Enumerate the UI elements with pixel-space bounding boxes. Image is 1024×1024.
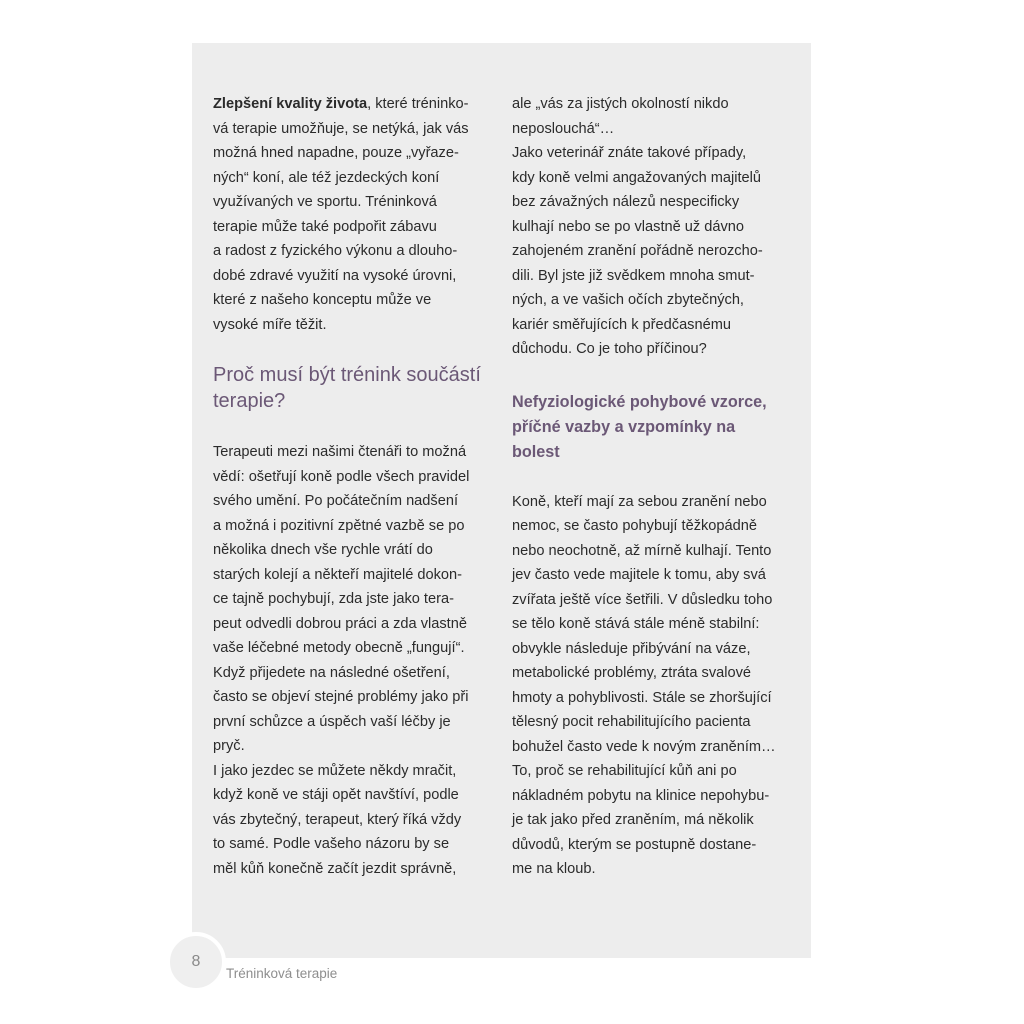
body-line: kdy koně velmi angažovaných majitelů xyxy=(512,169,762,186)
intro-line: terapie může také podpořit zábavu xyxy=(213,218,437,235)
body-line: I jako jezdec se můžete někdy mračit, xyxy=(213,762,457,779)
left-column xyxy=(213,92,493,881)
body-line: Když přijedete na následné ošetření, xyxy=(213,664,450,681)
body-line: vaše léčebné metody obecně „fungují“. xyxy=(213,640,465,656)
body-line: nebo neochotně, až mírně kulhají. Tento xyxy=(512,542,772,559)
body-line: několika dnech vše rychle vrátí do xyxy=(213,542,433,558)
section-heading: terapie? xyxy=(213,390,286,412)
body-line: Terapeuti mezi našimi čtenáři to možná xyxy=(213,444,467,460)
page-number: 8 xyxy=(191,953,201,970)
body-line: ných, a ve vašich očích zbytečných, xyxy=(512,292,744,308)
body-line: zvířata ještě více šetřili. V důsledku toho xyxy=(512,591,773,608)
body-line: bohužel často vede k novým zraněním… xyxy=(512,738,776,755)
running-title: Tréninková terapie xyxy=(226,966,338,981)
intro-lead: Zlepšení kvality života xyxy=(213,96,368,112)
body-line: když koně ve stáji opět navštíví, podle xyxy=(213,787,459,803)
intro-first-line: Zlepšení kvality života, které tréninko- xyxy=(213,96,469,112)
body-line: hmoty a pohyblivosti. Stále se zhoršující xyxy=(512,689,772,706)
body-line: svého umění. Po počátečním nadšení xyxy=(213,493,459,509)
body-line: vás zbytečný, terapeut, který říká vždy xyxy=(213,811,462,828)
body-line: a možná i pozitivní zpětné vazbě se po xyxy=(213,517,465,534)
body-line: To, proč se rehabilitující kůň ani po xyxy=(512,763,737,779)
intro-line: dobé zdravé využití na vysoké úrovni, xyxy=(213,267,457,284)
intro-line: a radost z fyzického výkonu a dlouho- xyxy=(213,243,458,259)
body-line: vědí: ošetřují koně podle všech pravidel xyxy=(213,468,470,485)
intro-line: ných“ koní, ale též jezdeckých koní xyxy=(213,169,440,186)
intro-line: vysoké míře těžit. xyxy=(213,316,327,333)
body-line: nemoc, se často pohybují těžkopádně xyxy=(512,518,758,534)
body-line: zahojeném zranění pořádně nerozcho- xyxy=(512,243,763,259)
body-line: kariér směřujících k předčasnému xyxy=(512,316,731,333)
body-line: nákladném pobytu na klinice nepohybu- xyxy=(512,787,770,804)
body-line: starých kolejí a někteří majitelé dokon- xyxy=(213,566,463,583)
body-line: Koně, kteří mají za sebou zranění nebo xyxy=(512,493,767,510)
body-line: dili. Byl jste již svědkem mnoha smut- xyxy=(512,267,755,284)
body-line: to samé. Podle vašeho názoru by se xyxy=(213,836,450,852)
body-line: pryč. xyxy=(213,738,245,754)
body-line: měl kůň konečně začít jezdit správně, xyxy=(213,860,457,877)
intro-line: které z našeho konceptu může ve xyxy=(213,292,432,308)
section-heading: Proč musí být trénink součástí xyxy=(213,364,481,386)
body-line: obvykle následuje přibývání na váze, xyxy=(512,640,751,657)
intro-line: vá terapie umožňuje, se netýká, jak vás xyxy=(213,120,469,137)
body-line: me na kloub. xyxy=(512,861,596,877)
body-line: první schůzce a úspěch vaší léčby je xyxy=(213,713,451,730)
body-line: tělesný pocit rehabilitujícího pacienta xyxy=(512,714,751,730)
body-line: metabolické problémy, ztráta svalové xyxy=(512,665,752,681)
subsection-heading: bolest xyxy=(512,442,560,461)
intro-line: možná hned napadne, pouze „vyřaze- xyxy=(213,145,459,161)
body-line: často se objeví stejné problémy jako při xyxy=(213,689,469,705)
body-line: ale „vás za jistých okolností nikdo xyxy=(512,96,729,112)
page-number-badge xyxy=(166,932,226,992)
body-line: Jako veterinář znáte takové případy, xyxy=(512,145,747,161)
right-column xyxy=(512,92,788,882)
subsection-heading: Nefyziologické pohybové vzorce, xyxy=(512,392,767,411)
body-line: peut odvedli dobrou práci a zda vlastně xyxy=(213,615,467,632)
intro-line: využívaných ve sportu. Tréninková xyxy=(213,194,437,210)
body-line: se tělo koně stává stále méně stabilní: xyxy=(512,616,760,632)
subsection-heading: příčné vazby a vzpomínky na xyxy=(512,417,736,436)
body-line: důvodů, kterým se postupně dostane- xyxy=(512,836,757,853)
body-line: je tak jako před zraněním, má několik xyxy=(512,812,754,828)
body-line: jev často vede majitele k tomu, aby svá xyxy=(512,567,766,583)
body-line: ce tajně pochybují, zda jste jako tera- xyxy=(213,591,454,607)
body-line: neposlouchá“… xyxy=(512,120,615,137)
body-line: bez závažných nálezů nespecificky xyxy=(512,194,740,210)
body-line: důchodu. Co je toho příčinou? xyxy=(512,341,707,357)
body-line: kulhají nebo se po vlastně už dávno xyxy=(512,218,745,235)
